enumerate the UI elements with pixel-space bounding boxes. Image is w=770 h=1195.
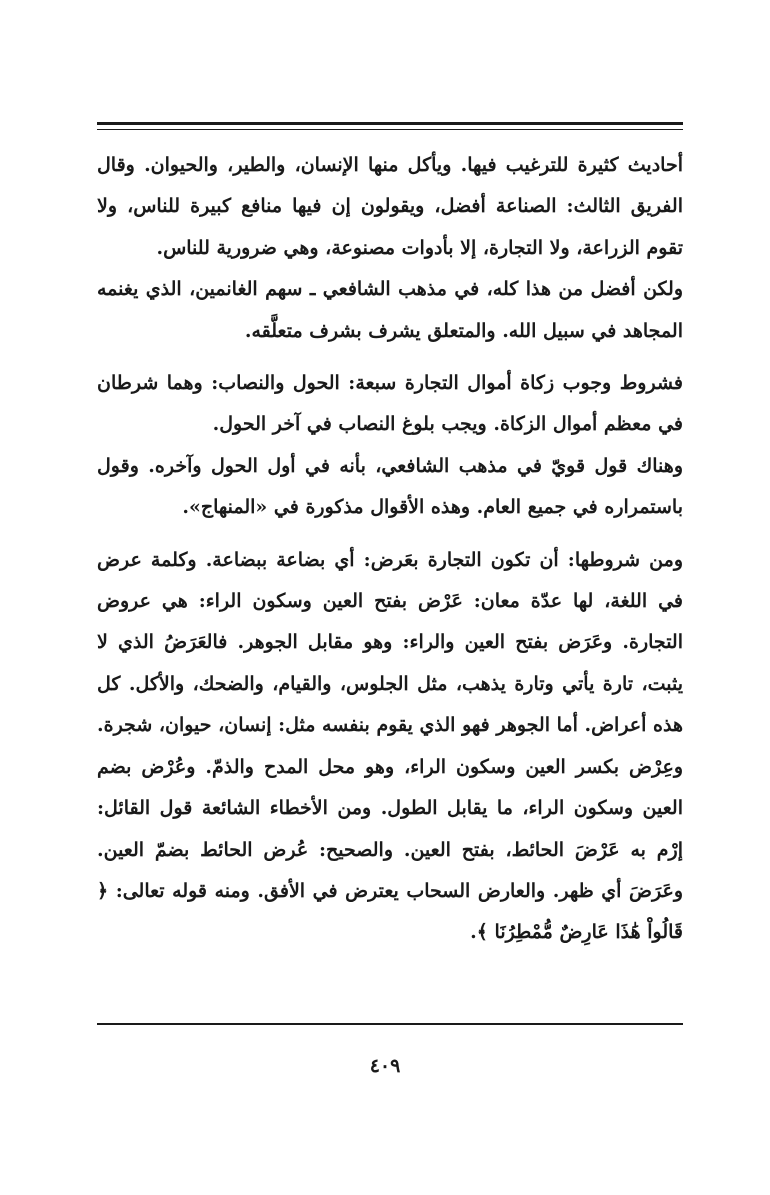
page-body — [97, 145, 683, 954]
header-rule-thick — [97, 122, 683, 125]
paragraph-farming-industry: أحاديث كثيرة للترغيب فيها. ويأكل منها الإنسان، والطير، والحيوان. وقال الفريق الثالث: الصناعة أفضل، ويقولون إن فيها منافع كبيرة للناس، ولا تقوم الزراعة، ولا التجارة، إلا بأدوات مصنوعة، وهي ضرورية للناس. — [97, 154, 683, 259]
footer-rule — [97, 1023, 683, 1025]
paragraph-strong-opinion: وهناك قول قويّ في مذهب الشافعي، بأنه في أول الحول وآخره. وقول باستمراره في جميع العام. وهذه الأقوال مذكورة في «المنهاج». — [97, 454, 683, 519]
header-rule-thin — [97, 129, 683, 130]
paragraph-meaning-of-ard: ومن شروطها: أن تكون التجارة بعَرض: أي بضاعة ببضاعة. وكلمة عرض في اللغة، لها عدّة معان: عَرْض بفتح العين وسكون الراء: هي عروض التجارة. وعَرَض بفتح العين والراء: وهو مقابل الجوهر. فالعَرَضُ الذي لا يثبت، تارة يأتي وتارة يذهب، مثل الجلوس، والقيام، والضحك، والأكل. كل هذه أعراض. أما الجوهر فهو الذي يقوم بنفسه مثل: إنسان، حيوان، شجرة. وعِرْض بكسر العين وسكون الراء، وهو محل المدح والذمّ. وعُرْض بضم العين وسكون الراء، ما يقابل الطول. ومن الأخطاء الشائعة قول القائل: إرْم به عَرْضَ الحائط، بفتح العين. والصحيح: عُرض الحائط بضمّ العين. وعَرَضَ أي ظهر. والعارض السحاب يعترض في الأفق. ومنه قوله تعالى: ﴿ قَالُواْ هَٰذَا عَارِضٌ مُّمْطِرُنَا ﴾. — [97, 548, 683, 944]
paragraph-zakat-conditions: فشروط وجوب زكاة أموال التجارة سبعة: الحول والنصاب: وهما شرطان في معظم أموال الزكاة. ويجب بلوغ النصاب في آخر الحول. — [97, 372, 683, 436]
paragraph-best-of-all: ولكن أفضل من هذا كله، في مذهب الشافعي ـ سهم الغانمين، الذي يغنمه المجاهد في سبيل الله. والمتعلق يشرف بشرف متعلَّقه. — [97, 278, 683, 342]
page-number: ٤٠٩ — [369, 1055, 401, 1077]
